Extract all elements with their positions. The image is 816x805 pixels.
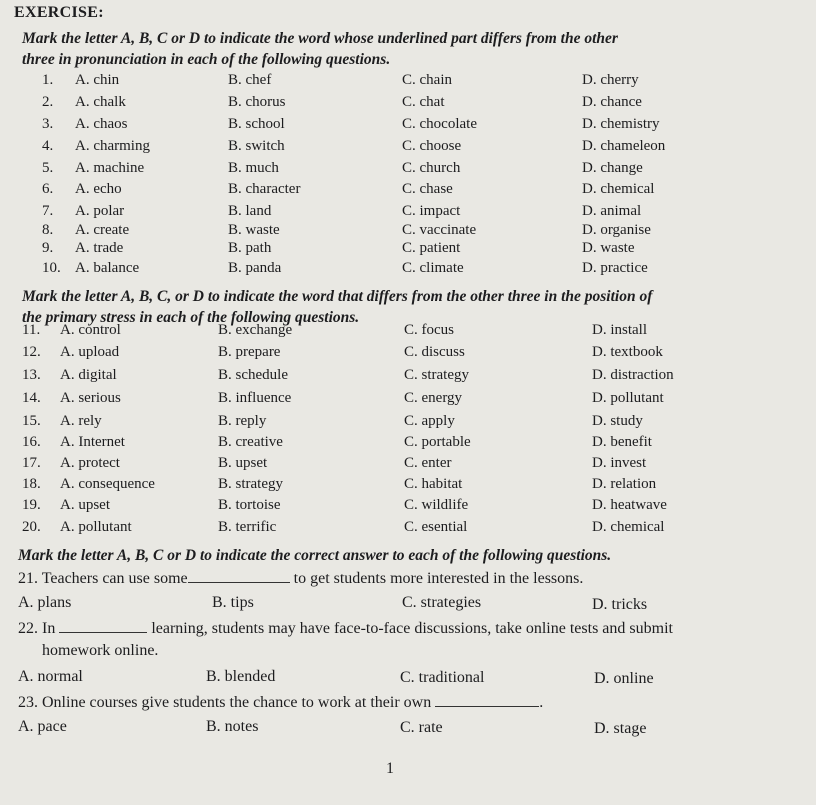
option-a: A. protect [60,455,120,471]
option-b: B. much [228,160,279,176]
option-d: D. cherry [582,72,639,88]
option-c: C. chain [402,72,452,88]
option-c: C. choose [402,138,462,154]
page-number: 1 [386,760,394,777]
question-row [0,260,816,280]
option-d: D. chameleon [582,138,666,154]
question-number: 4. [42,138,54,154]
exercise-heading: EXERCISE: [14,4,104,21]
option-b: B. strategy [218,476,283,492]
option-a: A. upload [60,344,120,360]
question-number: 9. [42,240,54,256]
question-row [0,390,816,410]
question-21-option-a: A. plans [18,594,72,611]
question-number: 15. [22,413,41,429]
option-a: A. chin [75,72,120,88]
option-a: A. create [75,222,130,238]
question-21-after: to get students more interested in the lessons. [293,570,584,587]
question-number: 3. [42,116,54,132]
question-23-after: . [539,694,544,711]
question-22-after: learning, students may have face-to-face discussions, take online tests and submit [151,620,673,637]
option-d: D. animal [582,203,642,219]
option-b: B. creative [218,434,283,450]
option-d: D. change [582,160,643,176]
question-number: 1. [42,72,54,88]
option-b: B. character [228,181,301,197]
option-b: B. panda [228,260,282,276]
option-a: A. echo [75,181,122,197]
option-b: B. land [228,203,272,219]
option-c: C. chocolate [402,116,477,132]
option-d: D. heatwave [592,497,667,513]
option-b: B. school [228,116,285,132]
question-number: 10. [42,260,61,276]
question-23-before: 23. Online courses give students the chance to work at their own [18,694,432,711]
option-d: D. chance [582,94,642,110]
option-b: B. influence [218,390,292,406]
question-row [0,497,816,517]
option-b: B. tortoise [218,497,281,513]
option-c: C. habitat [404,476,463,492]
question-22-option-c: C. traditional [400,669,485,686]
option-a: A. rely [60,413,102,429]
option-b: B. waste [228,222,280,238]
question-row [0,222,816,242]
option-c: C. chat [402,94,445,110]
option-c: C. portable [404,434,471,450]
question-number: 16. [22,434,41,450]
option-a: A. control [60,322,121,338]
option-d: D. relation [592,476,657,492]
question-21-option-c: C. strategies [402,594,482,611]
option-b: B. exchange [218,322,293,338]
option-c: C. wildlife [404,497,469,513]
question-number: 5. [42,160,54,176]
question-22-before: 22. In [18,620,56,637]
question-row [0,116,816,136]
option-c: C. vaccinate [402,222,477,238]
option-c: C. esential [404,519,468,535]
option-d: D. install [592,322,647,338]
question-row [0,455,816,475]
question-row [0,413,816,433]
question-row [0,160,816,180]
option-c: C. discuss [404,344,465,360]
question-row [0,344,816,364]
question-row [0,240,816,260]
option-c: C. apply [404,413,455,429]
option-d: D. chemistry [582,116,660,132]
question-23-option-d: D. stage [594,720,647,737]
option-b: B. chorus [228,94,286,110]
option-a: A. digital [60,367,117,383]
option-b: B. schedule [218,367,288,383]
option-c: C. church [402,160,461,176]
question-23-option-c: C. rate [400,719,443,736]
question-number: 8. [42,222,54,238]
question-number: 2. [42,94,54,110]
section2-instruction-line1: Mark the letter A, B, C, or D to indicate the word that differs from the other three in the position of [22,288,653,305]
option-c: C. patient [402,240,461,256]
option-d: D. organise [582,222,651,238]
question-number: 14. [22,390,41,406]
option-c: C. energy [404,390,463,406]
option-c: C. focus [404,322,454,338]
option-a: A. machine [75,160,145,176]
section1-instruction-line2: three in pronunciation in each of the following questions. [22,51,391,68]
question-number: 18. [22,476,41,492]
question-row [0,519,816,539]
question-22-option-d: D. online [594,670,654,687]
question-23-blank [435,692,539,707]
option-a: A. chaos [75,116,128,132]
question-row [0,72,816,92]
option-a: A. balance [75,260,140,276]
option-b: B. terrific [218,519,277,535]
question-23-option-b: B. notes [206,718,259,735]
option-a: A. polar [75,203,125,219]
option-d: D. waste [582,240,635,256]
option-d: D. practice [582,260,648,276]
question-21-option-d: D. tricks [592,596,648,613]
question-number: 13. [22,367,41,383]
option-d: D. textbook [592,344,663,360]
question-22-stem [18,618,673,640]
question-number: 7. [42,203,54,219]
question-22-line2: homework online. [42,642,159,659]
option-c: C. enter [404,455,452,471]
option-a: A. charming [75,138,150,154]
question-row [0,181,816,201]
option-b: B. switch [228,138,285,154]
question-number: 17. [22,455,41,471]
question-21-option-b: B. tips [212,594,254,611]
option-d: D. chemical [592,519,665,535]
option-a: A. chalk [75,94,126,110]
option-b: B. reply [218,413,267,429]
option-b: B. path [228,240,272,256]
question-row [0,476,816,496]
option-a: A. Internet [60,434,125,450]
question-22-option-b: B. blended [206,668,276,685]
question-row [0,203,816,223]
option-d: D. pollutant [592,390,664,406]
question-number: 20. [22,519,41,535]
section2-instruction-line2: the primary stress in each of the following questions. [22,309,360,326]
option-a: A. trade [75,240,124,256]
question-21-before: 21. Teachers can use some [18,570,188,587]
section3-instruction: Mark the letter A, B, C or D to indicate the correct answer to each of the following questions. [18,547,612,564]
option-a: A. consequence [60,476,155,492]
question-row [0,367,816,387]
option-d: D. invest [592,455,647,471]
question-number: 6. [42,181,54,197]
option-c: C. climate [402,260,464,276]
question-number: 19. [22,497,41,513]
option-b: B. prepare [218,344,281,360]
question-22-blank [59,618,147,633]
question-row [0,94,816,114]
option-a: A. upset [60,497,110,513]
section1-instruction-line1: Mark the letter A, B, C or D to indicate the word whose underlined part differs from the other [22,30,618,47]
option-c: C. chase [402,181,453,197]
question-21-stem [18,568,583,590]
option-c: C. strategy [404,367,469,383]
option-d: D. distraction [592,367,674,383]
question-23-option-a: A. pace [18,718,67,735]
option-b: B. upset [218,455,268,471]
question-number: 12. [22,344,41,360]
option-a: A. serious [60,390,121,406]
question-number: 11. [22,322,41,338]
option-a: A. pollutant [60,519,132,535]
option-c: C. impact [402,203,461,219]
option-d: D. chemical [582,181,655,197]
option-b: B. chef [228,72,272,88]
question-row [0,434,816,454]
question-23-stem [18,692,543,714]
option-d: D. benefit [592,434,652,450]
question-21-blank [188,568,290,583]
option-d: D. study [592,413,643,429]
question-row [0,322,816,342]
question-row [0,138,816,158]
question-22-option-a: A. normal [18,668,83,685]
